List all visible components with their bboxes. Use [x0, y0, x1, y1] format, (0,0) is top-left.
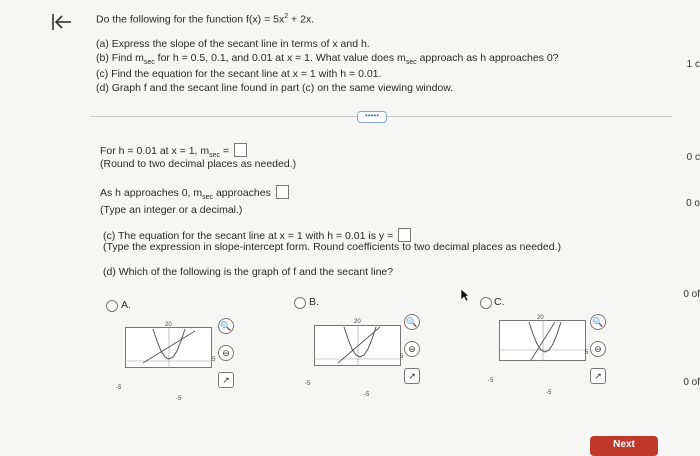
option-c-xtick-bottom: -5 — [546, 390, 552, 396]
limit-answer-box[interactable] — [276, 185, 289, 199]
msec-h001-line: For h = 0.01 at x = 1, $m_{sec}$ = — [100, 143, 247, 159]
option-a-radio[interactable] — [106, 300, 118, 312]
option-a-ytick: 20 — [165, 322, 172, 328]
option-c-radio[interactable] — [480, 297, 492, 309]
option-b-xtick-right: 5 — [400, 354, 404, 360]
option-a-xtick-bottom: -5 — [176, 396, 182, 402]
option-b-xtick-bottom: -5 — [364, 392, 370, 398]
option-a-xtick-left: -5 — [116, 385, 122, 391]
option-c-xtick-right: 5 — [585, 350, 589, 356]
option-a-label: A. — [121, 299, 131, 311]
option-c-ytick: 20 — [537, 315, 544, 321]
option-c-xtick-left: -5 — [488, 378, 494, 384]
option-b-xtick-left: -5 — [305, 381, 311, 387]
equation-answer-box[interactable] — [398, 228, 411, 242]
right-panel-item-2: 0 c — [686, 152, 700, 163]
next-button[interactable]: Next — [590, 436, 658, 456]
msec-limit-line: As h approaches 0, $m_{sec}$ approaches — [100, 185, 289, 201]
option-c-zoom-in-icon[interactable]: 🔍 — [590, 314, 606, 330]
option-a-xtick-right: 5 — [212, 357, 216, 363]
option-b-zoom-in-icon[interactable]: 🔍 — [404, 314, 420, 330]
question-intro: Do the following for the function $f(x) = 5x^2 + 2x$. — [96, 13, 315, 26]
option-c-zoom-out-icon[interactable]: ⊖ — [590, 341, 606, 357]
back-icon[interactable] — [50, 10, 74, 34]
option-b-popout-icon[interactable]: ↗ — [404, 368, 420, 384]
question-part-b: (b) Find $m_{sec}$ for h = 0.5, 0.1, and 0.01 at x = 1. What value does $m_{sec}$ approach as h approaches 0? — [96, 52, 559, 67]
mouse-cursor-icon — [460, 288, 470, 302]
option-c-popout-icon[interactable]: ↗ — [590, 368, 606, 384]
msec-answer-box[interactable] — [234, 143, 247, 157]
option-b-ytick: 20 — [354, 319, 361, 325]
option-c-label: C. — [494, 296, 505, 308]
option-a-popout-icon[interactable]: ↗ — [218, 372, 234, 388]
option-a-zoom-in-icon[interactable]: 🔍 — [218, 318, 234, 334]
option-c-graph — [499, 320, 589, 366]
option-a-zoom-out-icon[interactable]: ⊖ — [218, 345, 234, 361]
option-a-graph — [125, 327, 215, 373]
right-panel-item-3: 0 o — [686, 198, 700, 209]
graph-question: (d) Which of the following is the graph of f and the secant line? — [103, 266, 394, 278]
question-part-c: (c) Find the equation for the secant line at x = 1 with h = 0.01. — [96, 68, 382, 80]
option-b-zoom-out-icon[interactable]: ⊖ — [404, 341, 420, 357]
expand-button[interactable]: ••••• — [357, 111, 387, 123]
right-panel-item-4: 0 of — [683, 289, 700, 300]
option-b-graph — [314, 325, 404, 371]
option-b-radio[interactable] — [294, 297, 306, 309]
round-note: (Round to two decimal places as needed.) — [100, 158, 297, 170]
question-part-a: (a) Express the slope of the secant line in terms of x and h. — [96, 38, 370, 50]
question-part-d: (d) Graph f and the secant line found in part (c) on the same viewing window. — [96, 82, 454, 94]
secant-equation-line: (c) The equation for the secant line at x = 1 with h = 0.01 is y = — [103, 228, 411, 242]
option-b-label: B. — [309, 296, 319, 308]
slope-intercept-note: (Type the expression in slope-intercept form. Round coefficients to two decimal places as needed.) — [103, 241, 561, 253]
type-note: (Type an integer or a decimal.) — [100, 204, 243, 216]
right-panel-item-5: 0 of — [683, 377, 700, 388]
right-panel-item-1: 1 c — [686, 59, 700, 70]
